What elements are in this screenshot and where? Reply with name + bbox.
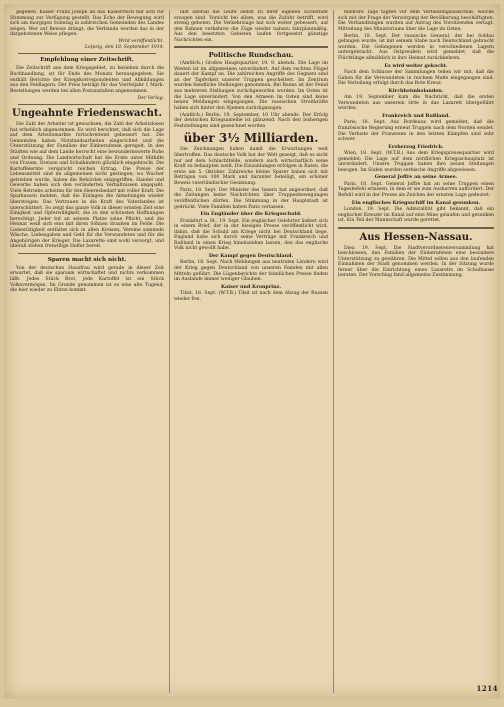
intro-signature: Wird veröffentlicht. bbox=[118, 39, 164, 45]
army-heading: General Joffre an seine Armee. bbox=[374, 174, 458, 181]
reports-text: Berlin, 18. Sept. Der russische General, der bei Soldau gefangen wurde, ist mit seinem Stabe nach Deutschland gebracht worden. Die Gefangenen werden in verschiedenen Lagern untergebracht. Aus Ostpreußen wird gemeldet, daß die Flüchtlinge allmählich in ihre Heimat zurückkehren. bbox=[338, 33, 494, 61]
france-heading: Frankreich und Rußland. bbox=[382, 112, 450, 119]
intro-place: Leipzig, den 18. September 1914. bbox=[85, 44, 164, 50]
separator bbox=[18, 104, 156, 105]
notice2-text: Von der deutschen Hausfrau wird gerade in dieser Zeit erwartet, daß sie sparsam wirtschaftet und nichts verkommen läßt. Jedes Stück Brot, jede Kartoffel ist ein Stück Volksvermögen. Im Grunde genommen ist es eine alte Tugend, die hier wieder zu Ehren kommt. bbox=[10, 265, 164, 294]
paris-text: Paris, 18. Sept. Der Minister des Innern hat angeordnet, daß die Zeitungen keine Nachrichten über Truppenbewegungen veröffentlichen dürfen. Die Stimmung in der Hauptstadt ist gedrückt. Viele Familien haben Paris verlassen. bbox=[174, 187, 328, 210]
seen-heading: Es wird weiter gekocht. bbox=[384, 62, 448, 69]
main-text: Die Zahl der Arbeiter ist gewachsen, die Zahl der Arbeitslosen hat erheblich abgenommen. Es wird berichtet, daß sich die Lage auf dem Arbeitsmarkte fortschreitend gebessert hat. Die Gemeinden haben Notstandsarbeiten eingerichtet und die Unterstützung der Familien der Einberufenen geregelt. In den Städten wie auf dem Lande herrscht eine bewundernswerte Ruhe und Ordnung. Die Landwirtschaft hat die Ernte unter Mithilfe von Frauen, Greisen und Schulkindern glücklich eingebracht. Die Kartoffelernte verspricht reichen Ertrag. Die Preise der Lebensmittel sind im allgemeinen nicht gestiegen; wo Wucher getrieben wurde, haben die Behörden eingegriffen. Handel und Gewerbe haben sich den veränderten Verhältnissen angepaßt. Viele Betriebe arbeiten für den Heeresbedarf mit voller Kraft. Die Sparkassen melden, daß die Einlagen die Abhebungen wieder übersteigen. Das Vertrauen in die Kraft des Vaterlandes ist unerschüttert. So zeigt das ganze Volk in dieser ernsten Zeit eine Einigkeit und Opferwilligkeit, die zu den schönsten Hoffnungen berechtigt. Jeder tut an seinem Platze seine Pflicht, und die Heimat weiß sich eins mit ihren Söhnen draußen im Felde. Die Liebestätigkeit entfaltet sich in allen Kreisen; Vereine sammeln Wäsche, Liebesgaben und Geld für die Verwundeten und für die Angehörigen der Krieger. Die Lazarette sind wohl versorgt, und überall stehen freiwillige Helfer bereit. bbox=[10, 122, 164, 250]
kanal-text: London, 19. Sept. Die Admiralität gibt bekannt, daß ein englischer Kreuzer im Kanal auf eine Mine gelaufen und gesunken ist. Ein Teil der Mannschaft wurde gerettet. bbox=[338, 207, 494, 224]
loan-heading: über 3½ Milliarden. bbox=[183, 131, 319, 146]
austria-text: Wien, 18. Sept. (W.T.B.) Aus dem Kriegspressequartier wird gemeldet: Die Lage auf dem nördlichen Kriegsschauplatz ist unverändert. Unsere Truppen haben ihre neuen Stellungen bezogen. Im Süden wurden serbische Angriffe abgewiesen. bbox=[338, 151, 494, 173]
column-divider bbox=[333, 10, 334, 693]
separator bbox=[338, 227, 494, 229]
column-middle bbox=[171, 10, 331, 693]
kaiser-text: Tilsit, 18. Sept. (W.T.B.) Tilsit ist nach dem Abzug der Russen wieder frei. bbox=[174, 291, 328, 302]
notice2-heading: Sparen macht sich nicht. bbox=[47, 256, 127, 263]
loan-text: Die Zeichnungen haben damit die Erwartungen weit übertroffen. Das deutsche Volk hat der Welt gezeigt, daß es nicht nur auf dem Schlachtfelde, sondern auch wirtschaftlich seine Kraft zu behaupten weiß. Die Einzahlungen erfolgen in Raten, die erste am 5. Oktober. Zahlreiche kleine Sparer haben sich mit Beträgen von 100 Mark und darunter beteiligt, ein schöner Beweis vaterländischer Gesinnung. bbox=[174, 147, 328, 186]
col3-top-text: mehrere Tage tagten vor dem Verfassungsausschuß, welche sich mit der Frage der Versorgung der Bevölkerung beschäftigten. Die Verhandlungen wurden auf Antrag des Vorsitzenden vertagt. Mitteilung des Ministeriums über die Lage im Osten. bbox=[338, 10, 494, 32]
column-right bbox=[335, 10, 497, 693]
notice1-text: Die Zeitschrift aus dem Kriegsgebiet, zu beziehen durch die Buchhandlung, ist für Ende des Monats herausgegeben. Sie enthält Berichte der Kriegskorrespondenten und Abbildungen aus den Feldlagern. Der Preis beträgt für das Vierteljahr 1 Mark. Bestellungen werden bei allen Postanstalten angenommen. bbox=[10, 66, 164, 94]
place-heading: Kirchheimbolanden. bbox=[388, 87, 444, 94]
main-heading: Ungeahnte Friedenswacht. bbox=[12, 108, 162, 120]
kaiser-heading: Kaiser und Kronprinz. bbox=[220, 283, 282, 290]
france-text: Paris, 18. Sept. Aus Bordeaux wird gemeldet, daß die französische Regierung erneut Truppen nach dem Norden sendet. Die Verluste der Franzosen in den letzten Kämpfen sind sehr schwer. bbox=[338, 120, 494, 143]
england-text: Frankfurt a. M., 19. Sept. Ein englischer Gelehrter äußert sich in einem Brief, der in der hiesigen Presse veröffentlicht wird, dahin, daß die Schuld am Kriege nicht bei Deutschland liege. England habe sich durch seine Verträge mit Frankreich und Rußland in einen Krieg hineinziehen lassen, den das englische Volk nicht gewollt habe. bbox=[174, 218, 328, 252]
notice1-heading: Empfehlung einer Zeitschrift. bbox=[40, 57, 134, 64]
england-heading: Ein Engländer über die Kriegsschuld. bbox=[200, 211, 302, 218]
column-left bbox=[7, 10, 167, 693]
separator bbox=[18, 53, 156, 54]
page-number: 1214 bbox=[476, 684, 498, 693]
intro-paragraph: gegeben. Kaiser Franz Joseph an das Kaiserreich hat sich für Stimmung zur Verfügung gestellt. Das Echo der Bewegung wird sich am morgigen Sonntag in zahlreichen Gemeinden des Landes zeigen. Wer auf Beweis drängt, die Verbände werden das in der dargebotenen Weise pflegen. bbox=[10, 10, 164, 38]
separator bbox=[174, 46, 328, 48]
war-heading: Der Kampf gegen Deutschland. bbox=[208, 252, 294, 259]
political-text-2: (Amtlich.) Berlin, 19. September, 10 Uhr abends. Der Erfolg der deutschen Kriegsanleihe ist glänzend. Nach den bisherigen Feststellungen sind gezeichnet worden bbox=[174, 112, 328, 129]
political-text: (Amtlich.) Großes Hauptquartier, 19. 9. abends. Die Lage im Westen ist im allgemeinen unverändert. Auf dem rechten Flügel dauert der Kampf an. Die zahlreichen Angriffe des Gegners sind an der Tapferkeit unserer Truppen gescheitert. Im Zentrum wurden feindliche Stellungen genommen. Bei Reims ist der Feind aus mehreren Stellungen zurückgeworfen worden. Im Osten ist die Lage unverändert. Von den Armeen im Osten sind keine neuen Meldungen eingegangen. Die russischen Streitkräfte haben sich hinter den Njemen zurückgezogen. bbox=[174, 61, 328, 111]
place-text: Am 19. September kam die Nachricht, daß die ersten Verwundeten aus unserem Orte in das Lazarett übergeführt wurden. bbox=[338, 95, 494, 112]
hessen-heading: Aus Hessen-Nassau. bbox=[359, 231, 473, 243]
seen-text: Nach dem Schlusse der Sammlungen teilen wir mit, daß die Gaben für die Verwundeten in reichem Maße eingegangen sind. Die Verteilung erfolgt durch das Rote Kreuz. bbox=[338, 70, 494, 87]
war-text: Berlin, 18. Sept. Nach Meldungen aus neutralen Ländern wird der Krieg gegen Deutschland von unseren Feinden mit allen Mitteln geführt. Die Lügenberichte der feindlichen Presse finden im Auslande immer weniger Glauben. bbox=[174, 260, 328, 283]
political-heading: Politische Rundschau. bbox=[208, 51, 294, 60]
army-text: Paris, 18. Sept. General Joffre hat an seine Truppen einen Tagesbefehl erlassen, in dem er sie zum Ausharren auffordert. Der Befehl wird in der Presse als Zeichen der ernsten Lage gedeutet. bbox=[338, 181, 494, 198]
hessen-text: Diez, 19. Sept. Die Stadtverordnetenversammlung hat beschlossen, den Familien der Einberufenen eine besondere Unterstützung zu gewähren. Die Mittel sollen aus den laufenden Einnahmen der Stadt genommen werden. In der Sitzung wurde ferner über die Einrichtung eines Lazaretts im Schulhause beraten. Der Vorschlag fand allgemeine Zustimmung. bbox=[338, 245, 494, 279]
col2-top-text: fast überall die Leute selbst zu ihrer eigenen Sicherheit erzogen sind. Vorsicht bei allem, was die Zufuhr betrifft, wird streng geboten. Die Verkehrslage hat sich weiter gebessert; auf den Bahnen verkehren die Züge wieder nahezu fahrplanmäßig. Aus den besetzten Gebieten laufen fortgesetzt günstige Nachrichten ein. bbox=[174, 10, 328, 43]
separator bbox=[18, 253, 156, 254]
column-divider bbox=[169, 10, 170, 693]
newspaper-page bbox=[4, 4, 500, 699]
kanal-heading: Ein englisches Kriegsschiff im Kanal gesunken. bbox=[351, 199, 481, 206]
notice1-signature: Der Verlag. bbox=[137, 95, 164, 101]
austria-heading: Erzherzog Friedrich. bbox=[388, 143, 444, 150]
